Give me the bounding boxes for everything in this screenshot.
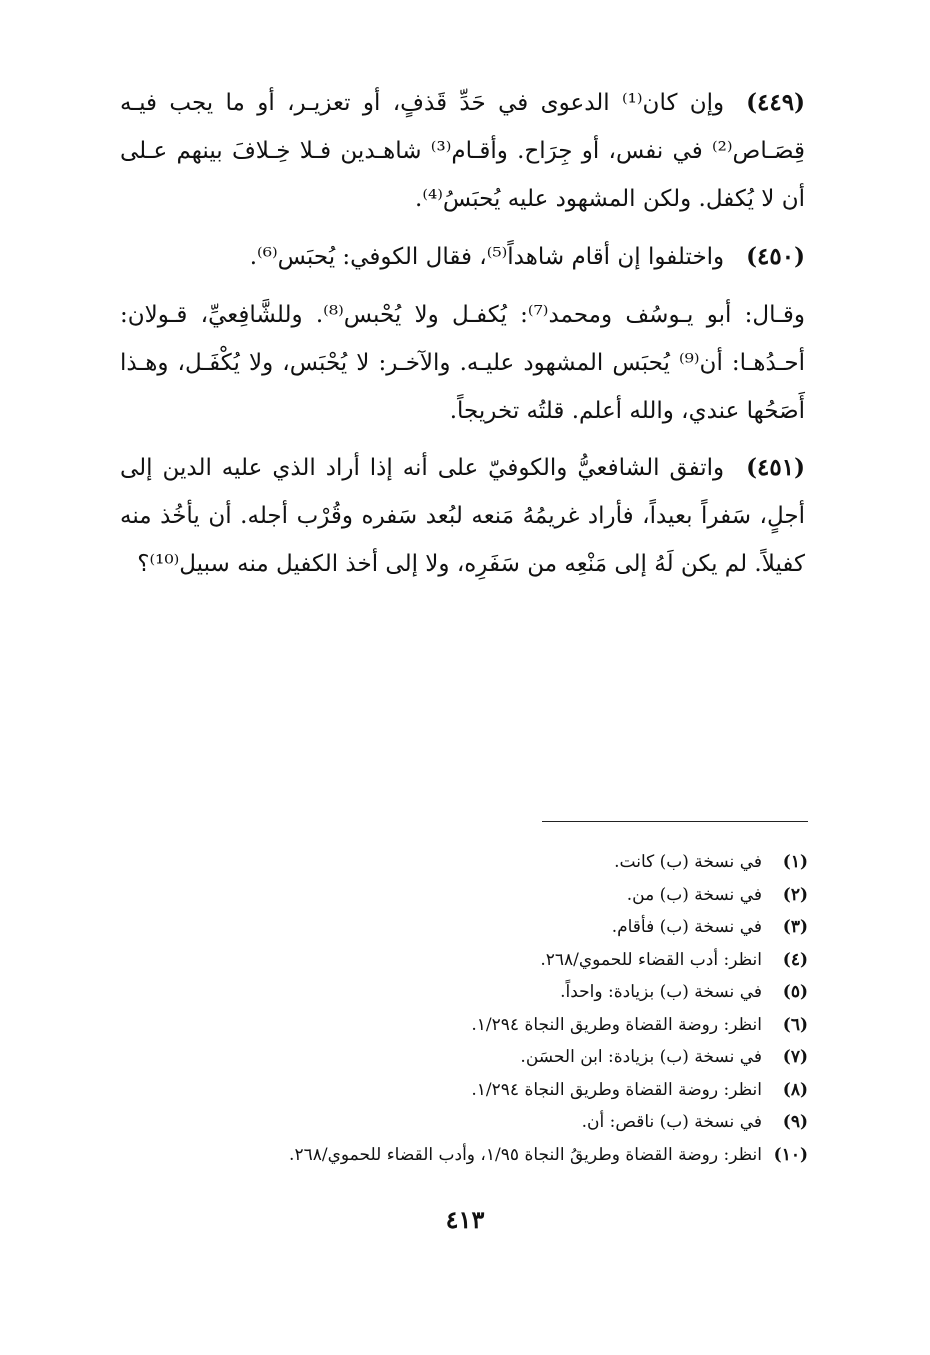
footnote-text: في نسخة (ب) من. [626, 884, 762, 905]
paragraph-449 [120, 79, 805, 223]
footnote-item [128, 1080, 808, 1113]
paragraph-text: وقـال: أبو يـوسُف ومحمد⁽⁷⁾: يُكفـل ولا يُحْبس⁽⁸⁾. وللشَّافِعيِّ، قـولان: أحـدُهـا: أن⁽⁹⁾ يُحبَس المشهود عليـه. والآخـر: لا يُحْبَس، ولا يُكْفَـل، وهـذا أَصَحُها عندي، والله أعلم. قلتُه تخريجاً. [120, 302, 805, 424]
footnote-text: انظر: روضة القضاة وطريقُ النجاة ١/٩٥، وأدب القضاء للحموي/٢٦٨. [289, 1144, 762, 1165]
footnote-number: (٣) [782, 917, 808, 937]
footnote-item [128, 917, 808, 950]
footnote-divider [542, 821, 808, 822]
paragraph-450 [120, 233, 805, 281]
footnote-number: (٨) [782, 1079, 808, 1100]
paragraph-number: (٤٥٠) [746, 243, 805, 270]
footnote-text: انظر: روضة القضاة وطريق النجاة ١/٢٩٤. [471, 1079, 762, 1100]
footnote-number: (٦) [782, 1014, 808, 1035]
footnote-number: (٢) [782, 884, 808, 905]
footnote-text: في نسخة (ب) ناقص: أن. [581, 1112, 762, 1132]
footnote-item [128, 1015, 808, 1048]
footnote-item [128, 1145, 808, 1178]
footnote-number: (١٠) [773, 1144, 808, 1165]
footnote-number: (٧) [782, 1047, 808, 1067]
footnote-item [128, 852, 808, 885]
paragraph-text: واختلفوا إن أقام شاهداً⁽⁵⁾، فقال الكوفي: يُحبَس⁽⁶⁾. [249, 244, 725, 270]
footnote-text: انظر: أدب القضاء للحموي/٢٦٨. [540, 949, 762, 970]
footnote-text: في نسخة (ب) كانت. [614, 852, 762, 872]
footnote-number: (٥) [782, 982, 808, 1002]
footnote-text: في نسخة (ب) بزيادة: ابن الحسَن. [520, 1047, 762, 1067]
footnote-item [128, 1112, 808, 1145]
footnotes-list [128, 852, 808, 1177]
paragraph-text: وإن كان⁽¹⁾ الدعوى في حَدِّ قَذفٍ، أو تعزيـر، أو ما يجب فيـه قِصَـاص⁽²⁾ في نفس، أو جِرَاح. وأقـام⁽³⁾ شاهـدين فـلا خِـلافَ بينهم عـلى أن لا يُكفل. ولكن المشهود عليه يُحبَسُ⁽⁴⁾. [120, 90, 806, 212]
paragraph-451 [120, 444, 805, 588]
paragraph-text: واتفق الشافعيُّ والكوفيّ على أنه إذا أراد الذي عليه الدين إلى أجلٍ، سَفراً بعيداً، فأراد غريمُهُ مَنعه لبُعد سَفره وقُرْب أجله. أن يأخُذ منه كفيلاً. لم يكن لَهُ إلى مَنْعِه من سَفَرِه، ولا إلى أخذ الكفيل منه سبيل⁽¹⁰⁾؟ [120, 455, 805, 577]
footnote-number: (٤) [782, 949, 808, 970]
footnote-text: في نسخة (ب) فأقام. [611, 917, 762, 937]
paragraph-number: (٤٥١) [746, 454, 805, 481]
footnote-item [128, 982, 808, 1015]
footnote-item [128, 1047, 808, 1080]
footnote-number: (١) [782, 852, 808, 872]
footnote-text: انظر: روضة القضاة وطريق النجاة ١/٢٩٤. [471, 1014, 762, 1035]
footnote-text: في نسخة (ب) بزيادة: واحداً. [560, 982, 762, 1002]
footnote-number: (٩) [782, 1112, 808, 1132]
page-number: ٤١٣ [445, 1205, 485, 1234]
paragraph-450-continued [120, 291, 805, 435]
footnote-item [128, 950, 808, 983]
paragraph-number: (٤٤٩) [746, 89, 805, 116]
footnote-item [128, 885, 808, 918]
